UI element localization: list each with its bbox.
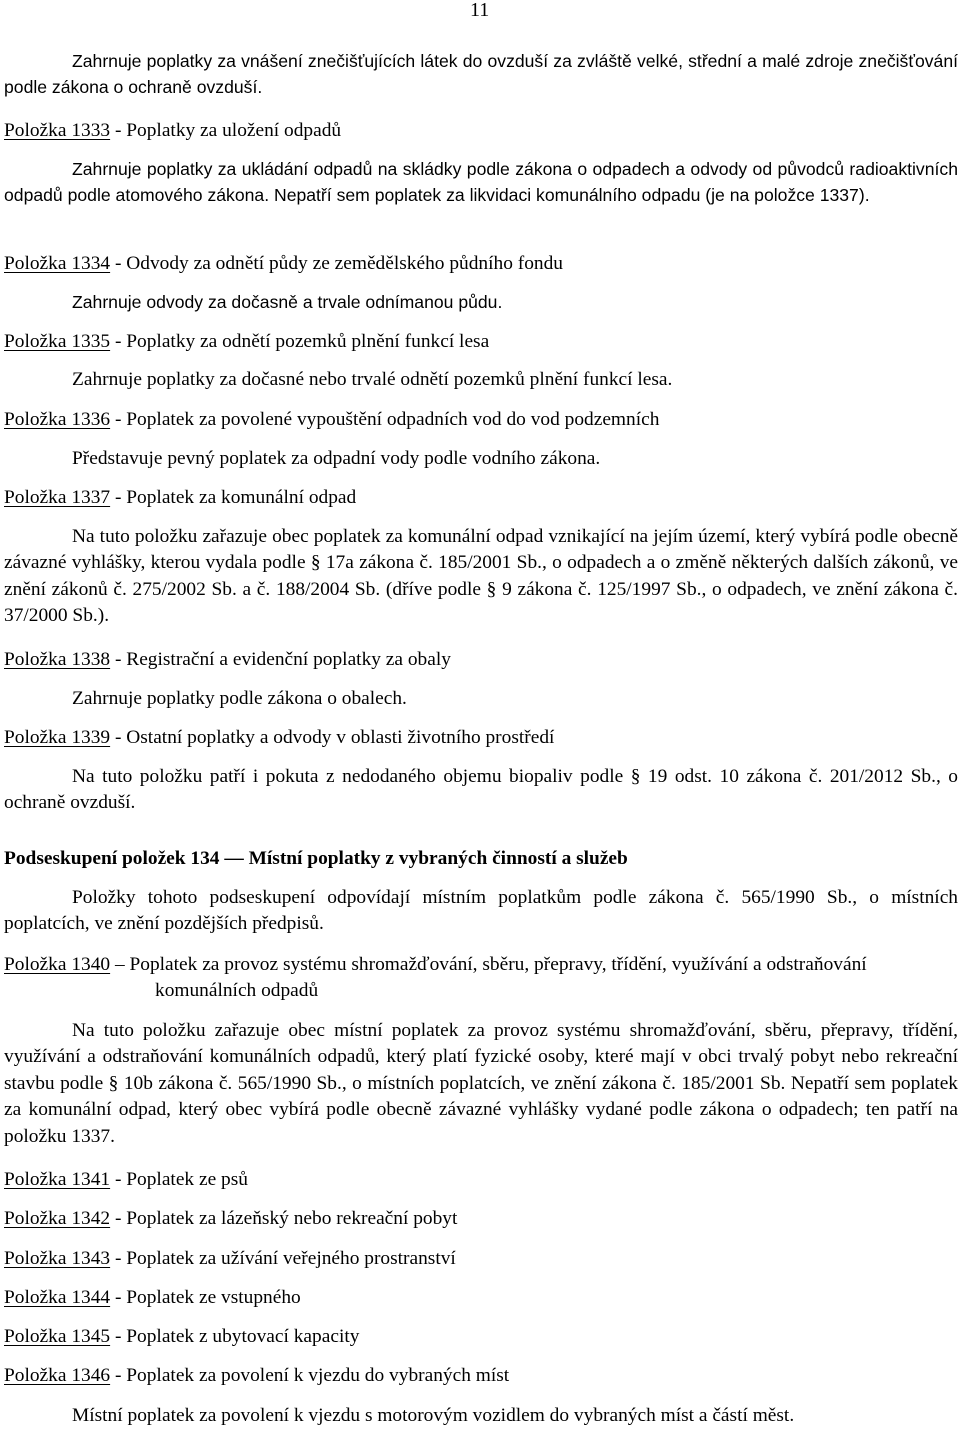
item-title: - Poplatek z ubytovací kapacity	[110, 1326, 360, 1347]
item-title: - Poplatky za odnětí pozemků plnění funkcí lesa	[110, 331, 490, 352]
item-code: Položka 1335	[4, 331, 111, 352]
item-title: - Poplatek za užívání veřejného prostranství	[110, 1248, 456, 1269]
item-code: Položka 1333	[4, 120, 111, 141]
subgroup-134-heading: Podseskupení položek 134 — Místní poplatky z vybraných činností a služeb	[4, 848, 628, 869]
item-1335-heading	[4, 329, 958, 355]
item-code: Položka 1344	[4, 1287, 111, 1308]
item-title: – Poplatek za provoz systému shromažďování, sběru, přepravy, třídění, využívání a odstraňování komunálních odpadů	[110, 954, 867, 1002]
item-code: Položka 1341	[4, 1169, 111, 1190]
item-code: Položka 1339	[4, 727, 111, 748]
item-title: - Poplatek za lázeňský nebo rekreační pobyt	[110, 1208, 458, 1229]
item-1334-description: Zahrnuje odvody za dočasně a trvale odnímanou půdu.	[72, 292, 503, 312]
item-code: Položka 1337	[4, 487, 111, 508]
item-1333-description	[4, 156, 958, 209]
item-code: Položka 1345	[4, 1326, 111, 1347]
item-code: Položka 1336	[4, 409, 111, 430]
item-1338-description: Zahrnuje poplatky podle zákona o obalech.	[72, 688, 407, 709]
item-1338-heading	[4, 647, 958, 673]
item-1340-heading	[4, 952, 958, 1005]
item-title: - Poplatek ze psů	[110, 1169, 248, 1190]
item-1335-description: Zahrnuje poplatky za dočasné nebo trvalé odnětí pozemků plnění funkcí lesa.	[72, 369, 673, 390]
item-1346-description: Místní poplatek za povolení k vjezdu s motorovým vozidlem do vybraných míst a částí měst.	[72, 1405, 795, 1426]
item-code: Položka 1343	[4, 1248, 111, 1269]
paragraph-1331-description: Zahrnuje poplatky za vnášení znečišťujících látek do ovzduší za zvláště velké, střední a malé zdroje znečišťování podle zákona o ochraně ovzduší.	[4, 51, 958, 98]
item-1333-heading	[4, 118, 958, 144]
item-1337-description: Na tuto položku zařazuje obec poplatek za komunální odpad vznikající na jejím území, který vybírá podle obecně závazné vyhlášky, kterou vydala podle § 17a zákona č. 185/2001 Sb., o odpadech a o změně některých dalších zákonů, ve znění zákonů č. 275/2002 Sb. a č. 188/2004 Sb. (dříve podle § 9 zákona č. 125/1997 Sb., o odpadech, ve znění zákona č. 37/2000 Sb.).	[4, 526, 958, 627]
item-1346-heading	[4, 1363, 958, 1389]
item-1341-heading	[4, 1167, 958, 1193]
item-title: - Poplatek za povolení k vjezdu do vybraných míst	[110, 1365, 510, 1386]
item-title: - Registrační a evidenční poplatky za obaly	[110, 649, 451, 670]
item-title: - Poplatek za komunální odpad	[110, 487, 357, 508]
item-1345-heading	[4, 1324, 958, 1350]
item-1343-heading	[4, 1246, 958, 1272]
item-1339-heading	[4, 725, 958, 751]
item-1336-heading	[4, 407, 958, 433]
page-number: 11	[470, 0, 490, 21]
item-1344-heading	[4, 1285, 958, 1311]
subgroup-134-description: Položky tohoto podseskupení odpovídají místním poplatkům podle zákona č. 565/1990 Sb., o místních poplatcích, ve znění pozdějších předpisů.	[4, 887, 958, 935]
item-1337-heading	[4, 485, 958, 511]
item-title: - Odvody za odnětí půdy ze zemědělského půdního fondu	[110, 253, 563, 274]
item-1342-heading	[4, 1206, 958, 1232]
item-code: Položka 1340	[4, 954, 111, 975]
item-1339-description: Na tuto položku patří i pokuta z nedodaného objemu biopaliv podle § 19 odst. 10 zákona č. 201/2012 Sb., o ochraně ovzduší.	[4, 766, 958, 814]
item-title: - Poplatky za uložení odpadů	[110, 120, 342, 141]
item-1336-description: Představuje pevný poplatek za odpadní vody podle vodního zákona.	[72, 448, 601, 469]
item-code: Položka 1338	[4, 649, 111, 670]
item-1340-description: Na tuto položku zařazuje obec místní poplatek za provoz systému shromažďování, sběru, přepravy, třídění, využívání a odstraňování komunálních odpadů, který platí fyzické osoby, které mají v obci trvalý pobyt nebo rekreační stavbu podle § 10b zákona č. 565/1990 Sb., o místních poplatcích, ve znění zákona č. 185/2001 Sb. Nepatří sem poplatek za komunální odpad, který obec vybírá podle obecně závazné vyhlášky vydané podle zákona o odpadech; ten patří na položku 1337.	[4, 1020, 958, 1147]
item-description-note: Nepatří sem poplatek za likvidaci komunálního odpadu (je na položce 1337).	[269, 185, 870, 206]
item-code: Položka 1346	[4, 1365, 111, 1386]
item-code: Položka 1342	[4, 1208, 111, 1229]
item-title: - Poplatek za povolené vypouštění odpadních vod do vod podzemních	[110, 409, 660, 430]
item-title: - Poplatek ze vstupného	[110, 1287, 301, 1308]
item-1334-heading	[4, 251, 958, 277]
item-description-text: Zahrnuje poplatky za ukládání odpadů na skládky podle zákona o odpadech a odvody od původců radioaktivních odpadů podle atomového zákona.	[4, 159, 958, 206]
item-title: - Ostatní poplatky a odvody v oblasti životního prostředí	[110, 727, 555, 748]
item-code: Položka 1334	[4, 253, 111, 274]
